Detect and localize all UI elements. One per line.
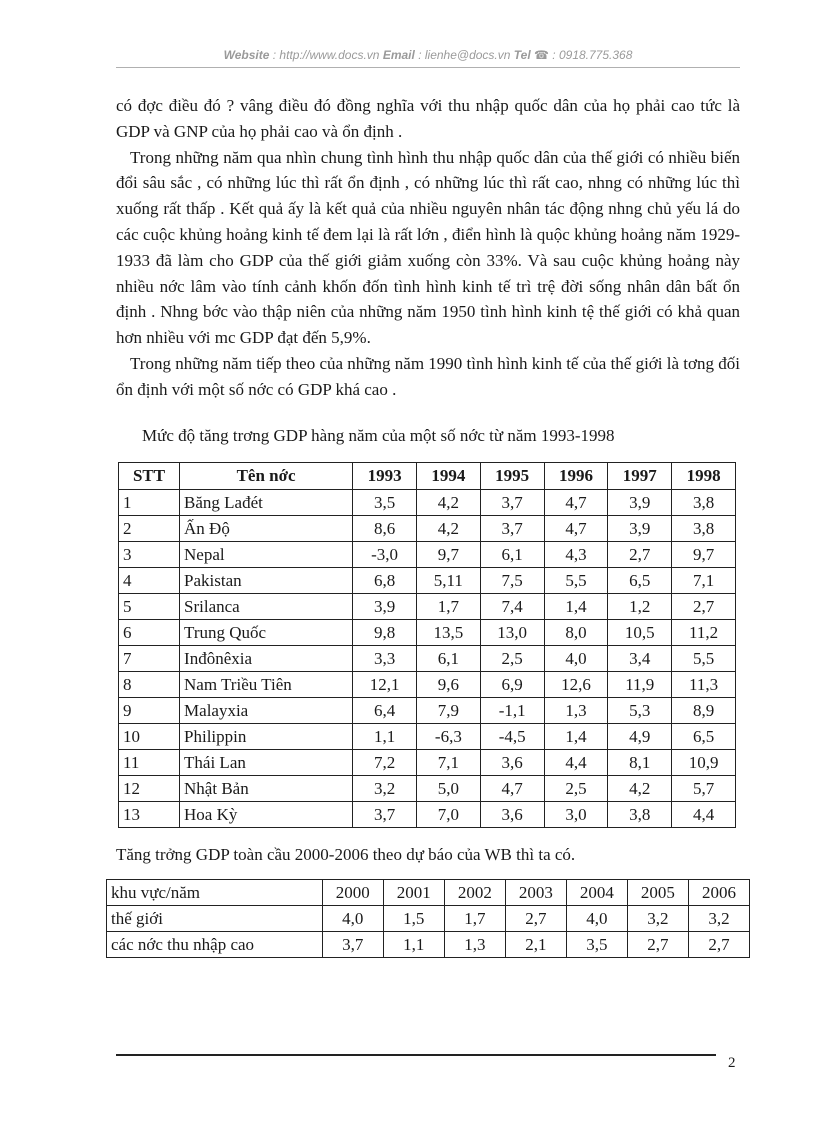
table-cell: 6,4 (353, 698, 417, 724)
table-cell: 7,4 (480, 594, 544, 620)
table-cell: 6,1 (416, 646, 480, 672)
table-cell: 3,5 (566, 932, 627, 958)
table-cell: 8 (119, 672, 180, 698)
table-cell: 4,0 (566, 906, 627, 932)
table-cell: Hoa Kỳ (180, 802, 353, 828)
table-cell: Băng Lađét (180, 490, 353, 516)
table-cell: 3,7 (480, 516, 544, 542)
table-row (119, 672, 736, 698)
table-cell: 7,1 (416, 750, 480, 776)
table-cell: 7,0 (416, 802, 480, 828)
column-header: 1993 (353, 463, 417, 490)
table-cell: 1,5 (383, 906, 444, 932)
column-header: 2001 (383, 880, 444, 906)
table-cell: Nhật Bản (180, 776, 353, 802)
table-body (119, 490, 736, 828)
table-cell: 2,5 (480, 646, 544, 672)
column-header: 2005 (627, 880, 688, 906)
table-cell: 3,3 (353, 646, 417, 672)
table-row (119, 594, 736, 620)
paragraph-1: có đợc điều đó ? vâng điều đó đồng nghĩa với thu nhập quốc dân của họ phải cao tức là GDP và GNP của họ phải cao và ổn định . (116, 96, 740, 141)
table-cell: 8,9 (672, 698, 736, 724)
column-header: 1997 (608, 463, 672, 490)
page-header (116, 47, 740, 68)
table-cell: 1,4 (544, 724, 608, 750)
table-cell: 5,5 (672, 646, 736, 672)
table-cell: 4,4 (544, 750, 608, 776)
table-cell: 1 (119, 490, 180, 516)
table-cell: 10 (119, 724, 180, 750)
table-cell: 2,7 (627, 932, 688, 958)
table-cell: 4,0 (322, 906, 383, 932)
table-cell: 2,7 (688, 932, 749, 958)
table-cell: 4,3 (544, 542, 608, 568)
table-cell: 3,8 (608, 802, 672, 828)
email-value: : lienhe@docs.vn (418, 48, 511, 62)
table-cell: Philippin (180, 724, 353, 750)
table-cell: các nớc thu nhập cao (107, 932, 323, 958)
table-cell: Thái Lan (180, 750, 353, 776)
table-cell: 10,5 (608, 620, 672, 646)
table-row (107, 906, 750, 932)
table-cell: 4,4 (672, 802, 736, 828)
table-row (119, 568, 736, 594)
table-cell: 7 (119, 646, 180, 672)
column-header: 2004 (566, 880, 627, 906)
table-cell: 5,7 (672, 776, 736, 802)
table-cell: 12,1 (353, 672, 417, 698)
table-row (107, 932, 750, 958)
table-cell: 4,7 (544, 490, 608, 516)
table-cell: 11,2 (672, 620, 736, 646)
table-cell: 9,7 (416, 542, 480, 568)
table-cell: 1,1 (353, 724, 417, 750)
table-cell: 3,9 (608, 490, 672, 516)
table-cell: -3,0 (353, 542, 417, 568)
table-cell: Nepal (180, 542, 353, 568)
table-cell: Ấn Độ (180, 516, 353, 542)
table-cell: 6,8 (353, 568, 417, 594)
table-cell: 4,0 (544, 646, 608, 672)
column-header: 2002 (444, 880, 505, 906)
table-cell: 13 (119, 802, 180, 828)
table-cell: 6,9 (480, 672, 544, 698)
table-cell: 3,8 (672, 490, 736, 516)
table-cell: 1,7 (416, 594, 480, 620)
table-cell: 9 (119, 698, 180, 724)
table-cell: 3,2 (353, 776, 417, 802)
table-cell: 2,7 (608, 542, 672, 568)
table-cell: 3,8 (672, 516, 736, 542)
table-cell: 3 (119, 542, 180, 568)
table-cell: -1,1 (480, 698, 544, 724)
table-header-row (107, 880, 750, 906)
table-cell: 3,6 (480, 802, 544, 828)
table-cell: 8,0 (544, 620, 608, 646)
table-cell: 9,8 (353, 620, 417, 646)
table-row (119, 698, 736, 724)
table-cell: 6 (119, 620, 180, 646)
global-gdp-forecast-table (106, 879, 750, 958)
table-row (119, 802, 736, 828)
column-header: 1995 (480, 463, 544, 490)
table-cell: 2 (119, 516, 180, 542)
column-header: Tên nớc (180, 463, 353, 490)
body-text (116, 93, 740, 403)
table-row (119, 490, 736, 516)
table-header-row (119, 463, 736, 490)
column-header: 1994 (416, 463, 480, 490)
table-cell: -6,3 (416, 724, 480, 750)
table-cell: 3,2 (688, 906, 749, 932)
column-header: 2003 (505, 880, 566, 906)
table-cell: 5 (119, 594, 180, 620)
column-header: khu vực/năm (107, 880, 323, 906)
table2-caption: Tăng trởng GDP toàn cầu 2000-2006 theo dự báo của WB thì ta có. (116, 845, 576, 864)
table-row (119, 646, 736, 672)
table-cell: 11,9 (608, 672, 672, 698)
table-cell: 2,5 (544, 776, 608, 802)
table-cell: 3,7 (322, 932, 383, 958)
paragraph-2: Trong những năm qua nhìn chung tình hình thu nhập quốc dân của thế giới có nhiều biến đổi sâu sắc , có những lúc thì rất ổn định , có những lúc thì rất cao, nhng có những lúc thì xuống rất thấp . Kết quả ấy là kết quả của nhiều nguyên nhân tác động nhng chủ yếu lá do các cuộc khủng hoảng kinh tế đem lại là rất lớn , điển hình là quộc khủng hoảng năm 1929-1933 đã làm cho GDP của thế giới giảm xuống còn 33%. Và sau cuộc khủng hoảng này nhiều nớc lâm vào tính cảnh khốn đốn tình hình kinh tế trì trệ đời sống nhân dân bất ổn định . Nhng bớc vào thập niên của những năm 1950 tình hình kinh tệ thế giới có khả quan hơn nhiều với mc GDP đạt đến 5,9%. (116, 147, 740, 348)
table-cell: 7,1 (672, 568, 736, 594)
column-header: 2006 (688, 880, 749, 906)
table-cell: 12,6 (544, 672, 608, 698)
table-cell: 11,3 (672, 672, 736, 698)
table-cell: 2,7 (672, 594, 736, 620)
table-cell: 4,7 (544, 516, 608, 542)
footer-divider (116, 1054, 716, 1056)
table-cell: 7,2 (353, 750, 417, 776)
table-cell: 3,9 (608, 516, 672, 542)
table-cell: 5,3 (608, 698, 672, 724)
table-cell: Nam Triều Tiên (180, 672, 353, 698)
table-cell: 9,7 (672, 542, 736, 568)
table-cell: 3,6 (480, 750, 544, 776)
email-label: Email (382, 48, 415, 62)
table-cell: 1,2 (608, 594, 672, 620)
table-row (119, 724, 736, 750)
table-cell: 13,5 (416, 620, 480, 646)
website-label: Website (223, 48, 270, 62)
table-cell: 4,2 (608, 776, 672, 802)
table-cell: 4,9 (608, 724, 672, 750)
table-cell: Trung Quốc (180, 620, 353, 646)
table-cell: 8,1 (608, 750, 672, 776)
table-cell: 4,7 (480, 776, 544, 802)
table-cell: 1,3 (544, 698, 608, 724)
table-cell: 6,5 (608, 568, 672, 594)
table-row (119, 542, 736, 568)
table-cell: 1,3 (444, 932, 505, 958)
table-cell: Inđônêxia (180, 646, 353, 672)
table-cell: 3,9 (353, 594, 417, 620)
table-cell: 6,5 (672, 724, 736, 750)
table-cell: 4,2 (416, 490, 480, 516)
table-cell: -4,5 (480, 724, 544, 750)
table-row (119, 516, 736, 542)
table-cell: 4,2 (416, 516, 480, 542)
table-cell: 9,6 (416, 672, 480, 698)
table-cell: 4 (119, 568, 180, 594)
table-cell: 3,4 (608, 646, 672, 672)
column-header: 1996 (544, 463, 608, 490)
table-cell: 1,4 (544, 594, 608, 620)
table1-caption: Mức độ tăng trơng GDP hàng năm của một số nớc từ năm 1993-1998 (142, 426, 615, 445)
column-header: 1998 (672, 463, 736, 490)
paragraph-3: Trong những năm tiếp theo của những năm 1990 tình hình kinh tế của thế giới là tơng đối ổn định với một số nớc có GDP khá cao . (116, 353, 740, 399)
table-cell: 3,2 (627, 906, 688, 932)
table-cell: 3,5 (353, 490, 417, 516)
table-cell: 1,1 (383, 932, 444, 958)
table-cell: 6,1 (480, 542, 544, 568)
table-cell: 1,7 (444, 906, 505, 932)
website-value: : http://www.docs.vn (272, 48, 380, 62)
column-header: 2000 (322, 880, 383, 906)
table-row (119, 750, 736, 776)
table-cell: 3,7 (480, 490, 544, 516)
table-cell: 5,11 (416, 568, 480, 594)
table-cell: Pakistan (180, 568, 353, 594)
column-header: STT (119, 463, 180, 490)
table-cell: 5,0 (416, 776, 480, 802)
table-cell: 3,0 (544, 802, 608, 828)
table-cell: 12 (119, 776, 180, 802)
page-number: 2 (728, 1055, 736, 1071)
table-row (119, 620, 736, 646)
table-cell: 10,9 (672, 750, 736, 776)
table-cell: thế giới (107, 906, 323, 932)
tel-label: Tel ☎ (513, 48, 549, 62)
gdp-growth-table (118, 462, 736, 828)
table-cell: 2,1 (505, 932, 566, 958)
table-cell: 3,7 (353, 802, 417, 828)
table-cell: 13,0 (480, 620, 544, 646)
table-cell: 11 (119, 750, 180, 776)
table-cell: 2,7 (505, 906, 566, 932)
table-cell: 7,5 (480, 568, 544, 594)
table-row (119, 776, 736, 802)
table-cell: Malayxia (180, 698, 353, 724)
table-cell: Srilanca (180, 594, 353, 620)
table-body (107, 880, 750, 958)
table-cell: 8,6 (353, 516, 417, 542)
table-cell: 5,5 (544, 568, 608, 594)
table-cell: 7,9 (416, 698, 480, 724)
tel-value: : 0918.775.368 (552, 48, 633, 62)
